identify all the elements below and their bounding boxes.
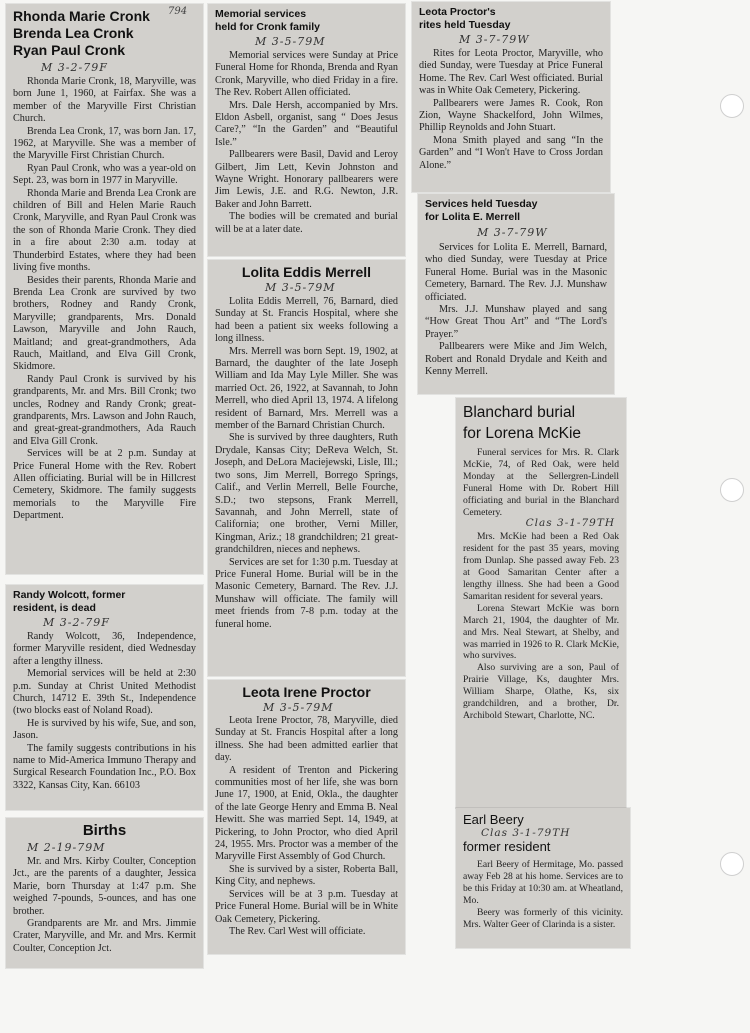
- merrell-services-date-note: M 3-7-79W: [477, 226, 548, 239]
- wolcott-paragraph: Randy Wolcott, 36, Independence, former Maryville resident, died Wednesday after a lengthy illness.: [13, 631, 196, 667]
- clipping-wolcott-obituary: [6, 585, 203, 810]
- proctor-obit-title: Leota Irene Proctor: [242, 684, 371, 700]
- mckie-paragraph: Mrs. McKie had been a Red Oak resident for the past 35 years, moving from Dunlap. She passed away Feb. 23 at Good Samaritan Center after a lengthy illness. She had been a Good Samaritan resident for several years.: [463, 531, 619, 602]
- merrell-obit-paragraph: She is survived by three daughters, Ruth Drydale, Kansas City; DeReva Welch, St. Joseph, and DeLora Maciejewski, Lisle, Ill.; two sons, Jim Merrell, Borrego Springs, Calif., and Verlin Merrell, Belle Fourche, S.D.; two stepsons, Frank Merrell, Savannah, and John Merrell, state of California; one brother, Verni Miller, Kingman, Ariz.; 18 grandchildren; 21 great-grandchildren, nieces and nephews.: [215, 432, 398, 556]
- wolcott-body: [13, 631, 196, 792]
- proctor-obit-paragraph: She is survived by a sister, Roberta Ball, King City, and nephews.: [215, 863, 398, 888]
- mckie-paragraph: Also surviving are a son, Paul of Prairie Village, Ks, daughter Mrs. William Sharpe, Olathe, Ks, six grandchildren, and a brother, Dr. Archibold Stewart, Charlotte, NC.: [463, 662, 619, 721]
- memorial-paragraph: Memorial services were Sunday at Price Funeral Home for Rhonda, Brenda and Ryan Cronk, Maryville, who died Friday in a fire. The Rev. Robert Allen officiated.: [215, 50, 398, 99]
- cronk-title-line-1: Rhonda Marie Cronk: [13, 8, 150, 24]
- merrell-obit-paragraph: Services are set for 1:30 p.m. Tuesday at Price Funeral Home. Burial will be in the Masonic Cemetery, Barnard. The Rev. J.J. Munshaw will officiate. The family will meet friends from 7-8 p.m. today at the funeral home.: [215, 556, 398, 630]
- beery-paragraph: Earl Beery of Hermitage, Mo. passed away Feb 28 at his home. Services are to be this Friday at 10:30 am. at Wheatland, Mo.: [463, 859, 623, 906]
- cronk-corner-mark: 794: [168, 6, 188, 17]
- clipping-births: [6, 818, 203, 968]
- memorial-body: [215, 50, 398, 236]
- clipping-mckie-burial: [456, 398, 626, 808]
- cronk-paragraph: Besides their parents, Rhonda Marie and Brenda Lea Cronk are survived by two brothers, Rodney and Randy Cronk, Maryville; grandparents, Mrs. Donald Lawson, Maryville and John Rauch, Maitland; and great-grandmothers, Ada Rauch, Maitland, and Elva Gill Cronk, Skidmore.: [13, 274, 196, 373]
- proctor-obit-date-note: M 3-5-79M: [263, 701, 334, 714]
- beery-paragraph: Beery was formerly of this vicinity. Mrs. Walter Geer of Clarinda is a sister.: [463, 906, 623, 930]
- cronk-paragraph: Rhonda Marie Cronk, 18, Maryville, was born June 1, 1960, at Fairfax. She was a member of the Maryville First Christian Church.: [13, 76, 196, 125]
- mckie-title-line-1: Blanchard burial: [463, 404, 576, 421]
- merrell-services-paragraph: Mrs. J.J. Munshaw played and sang “How Great Thou Art” and “The Lord's Prayer.”: [425, 304, 607, 340]
- merrell-services-title: [425, 198, 607, 224]
- cronk-paragraph: Randy Paul Cronk is survived by his grandparents, Mr. and Mrs. Bill Cronk; two uncles, Rodney and Randy Cronk; great-grandparents, Mrs. Lawson and John Rauch, and great-great-grandmothers, Ada Rauch and Elva Gill Cronk.: [13, 373, 196, 447]
- memorial-title-line-1: Memorial services: [215, 8, 307, 20]
- mckie-body: [463, 447, 619, 722]
- merrell-services-body: [425, 242, 607, 378]
- clipping-memorial-services: [208, 4, 405, 256]
- merrell-obit-paragraph: Mrs. Merrell was born Sept. 19, 1902, at Barnard, the daughter of the late Joseph William and Ida May Lyle Miller. She was married Oct. 26, 1922, at Savannah, to John Merrell, who died April 13, 1974. A lifelong resident of Barnard, Mrs. Merrell was a member of the Barnard Christian Church.: [215, 345, 398, 432]
- wolcott-paragraph: The family suggests contributions in his name to Mid-America Immuno Therapy and Surgical Research Foundation Inc., P.O. Box 3322, Kansas City, Kan. 66103: [13, 742, 196, 791]
- clipping-beery-obituary: [456, 808, 630, 948]
- cronk-title-line-2: Brenda Lea Cronk: [13, 25, 134, 41]
- beery-title-line-2: former resident: [463, 839, 551, 854]
- binder-hole-top: [720, 94, 744, 118]
- mckie-paragraph: Lorena Stewart McKie was born March 21, 1904, the daughter of Mr. and Mrs. Neal Stewart, at Shelby, and was married in 1926 to R. Clark McKie, who survives.: [463, 602, 619, 662]
- proctor-rites-title: [419, 6, 603, 32]
- proctor-obit-paragraph: Services will be at 3 p.m. Tuesday at Price Funeral Home. Burial will be in White Oak Cemetery, Pickering.: [215, 888, 398, 925]
- cronk-title-line-3: Ryan Paul Cronk: [13, 42, 126, 58]
- proctor-rites-title-line-1: Leota Proctor's: [419, 6, 496, 18]
- wolcott-title: [13, 589, 196, 615]
- binder-hole-middle: [720, 478, 744, 502]
- beery-title-line-1: Earl Beery: [463, 812, 524, 827]
- proctor-rites-paragraph: Mona Smith played and sang “In the Garden” and “I Won't Have to Cross Jordan Alone.”: [419, 134, 603, 171]
- births-title: Births: [82, 822, 127, 839]
- merrell-obit-paragraph: Lolita Eddis Merrell, 76, Barnard, died Sunday at St. Francis Hospital, where she had been a patient six weeks following a long illness.: [215, 296, 398, 345]
- births-date-note: M 2-19-79M: [27, 841, 106, 854]
- mckie-title-line-2: for Lorena McKie: [463, 425, 582, 442]
- merrell-services-paragraph: Pallbearers were Mike and Jim Welch, Robert and Ronald Drydale and Keith and Kenny Merrell.: [425, 341, 607, 378]
- memorial-paragraph: Mrs. Dale Hersh, accompanied by Mrs. Eldon Asbell, organist, sang “ Does Jesus Care?,” “In the Garden” and “Beautiful Isle.”: [215, 99, 398, 148]
- proctor-rites-paragraph: Pallbearers were James R. Cook, Ron Zion, Wayne Shackelford, John Wilmes, Phillip Reynolds and John Stuart.: [419, 97, 603, 134]
- proctor-obit-paragraph: A resident of Trenton and Pickering communities most of her life, she was born June 17, 1900, at Enid, Okla., the daughter of the late George Henry and Emma B. Neal Hewitt. She was married Sept. 14, 1949, at Pickering, to John Proctor, who died April 24, 1955. Mrs. Proctor was a member of the Maryville First Assembly of God Church.: [215, 764, 398, 863]
- cronk-paragraph: Rhonda Marie and Brenda Lea Cronk are children of Bill and Helen Marie Rauch Cronk, Maryville, and Ryan Paul Cronk was the son of Rhonda Marie Cronk. They died in a fire about 2:30 a.m. today at Thunderbird Estates, where they had been living five months.: [13, 187, 196, 274]
- clipping-proctor-rites: [412, 2, 610, 192]
- clipping-cronk-obituary: [6, 4, 203, 574]
- proctor-obit-paragraph: The Rev. Carl West will officiate.: [229, 925, 366, 937]
- proctor-rites-title-line-2: rites held Tuesday: [419, 19, 511, 31]
- beery-body: [463, 859, 623, 930]
- memorial-date-note: M 3-5-79M: [255, 35, 326, 48]
- clipping-merrell-obituary: [208, 260, 405, 676]
- merrell-obit-title: Lolita Eddis Merrell: [241, 264, 372, 280]
- clipping-merrell-services: [418, 194, 614, 394]
- mckie-title: [463, 402, 619, 444]
- clipping-proctor-obituary: [208, 680, 405, 954]
- cronk-paragraph: Services will be at 2 p.m. Sunday at Price Funeral Home with the Rev. Robert Allen officiating. Burial will be in Hillcrest Cemetery, Skidmore. The family suggests memorials to the Maryville Fire Department.: [13, 448, 196, 522]
- memorial-title: [215, 8, 398, 34]
- merrell-obit-body: [215, 296, 398, 631]
- wolcott-paragraph: Memorial services will be held at 2:30 p.m. Sunday at Christ United Methodist Church, 14712 E. 39th St., Independence (two blocks east of Noland Road).: [13, 668, 196, 717]
- cronk-date-note: M 3-2-79F: [41, 61, 108, 74]
- merrell-services-title-line-2: for Lolita E. Merrell: [425, 211, 521, 223]
- wolcott-title-line-2: resident, is dead: [13, 602, 96, 614]
- merrell-services-title-line-1: Services held Tuesday: [425, 198, 538, 210]
- merrell-obit-date-note: M 3-5-79M: [265, 281, 336, 294]
- binder-hole-bottom: [720, 852, 744, 876]
- proctor-obit-paragraph: Leota Irene Proctor, 78, Maryville, died Sunday at St. Francis Hospital after a long illness. She had been admitted earlier that day.: [215, 715, 398, 764]
- beery-date-note: Clas 3-1-79TH: [481, 827, 571, 839]
- proctor-obit-body: [215, 715, 398, 938]
- births-paragraph: Grandparents are Mr. and Mrs. Jimmie Crater, Maryville, and Mr. and Mrs. Kermit Coulter, Conception Jct.: [13, 918, 196, 954]
- cronk-paragraph: Brenda Lea Cronk, 17, was born Jan. 17, 1962, at Maryville. She was a member of the Maryville First Christian Church.: [13, 125, 196, 162]
- cronk-body: [13, 76, 196, 523]
- wolcott-title-line-1: Randy Wolcott, former: [13, 589, 126, 601]
- mckie-date-note: Clas 3-1-79TH: [525, 517, 615, 530]
- wolcott-paragraph: He is survived by his wife, Sue, and son, Jason.: [13, 717, 196, 742]
- wolcott-date-note: M 3-2-79F: [43, 616, 110, 629]
- proctor-rites-date-note: M 3-7-79W: [459, 33, 530, 46]
- mckie-paragraph: Funeral services for Mrs. R. Clark McKie, 74, of Red Oak, were held Monday at the Sellergren-Lindell Funeral Home with Dr. Robert Hill officiating and burial in the Blanchard Cemetery.: [463, 447, 619, 518]
- births-body: [13, 856, 196, 955]
- proctor-rites-paragraph: Rites for Leota Proctor, Maryville, who died Sunday, were Tuesday at Price Funeral Home. The Rev. Carl West officiated. Burial was in White Oak Cemetery, Pickering.: [419, 48, 603, 97]
- cronk-paragraph: Ryan Paul Cronk, who was a year-old on Sept. 23, was born in 1977 in Maryville.: [13, 162, 196, 187]
- proctor-rites-body: [419, 48, 603, 172]
- memorial-paragraph: Pallbearers were Basil, David and Leroy Gilbert, Jim Lett, Kevin Johnston and Wayne Wright. Honorary pallbearers were Jim Lewis, J.E. and R.G. Newton, J.R. Baker and John Barrett.: [215, 149, 398, 210]
- merrell-services-paragraph: Services for Lolita E. Merrell, Barnard, who died Sunday, were Tuesday at Price Funeral Home. Burial was in the Masonic Cemetery, Barnard. The Rev. J.J. Munshaw officiated.: [425, 242, 607, 303]
- births-paragraph: Mr. and Mrs. Kirby Coulter, Conception Jct., are the parents of a daughter, Jessica Marie, born Thursday at 1:47 p.m. She weighed 7-pounds, 5-ounces, and has one brother.: [13, 856, 196, 917]
- memorial-paragraph: The bodies will be cremated and burial will be at a later date.: [215, 211, 398, 235]
- memorial-title-line-2: held for Cronk family: [215, 21, 321, 33]
